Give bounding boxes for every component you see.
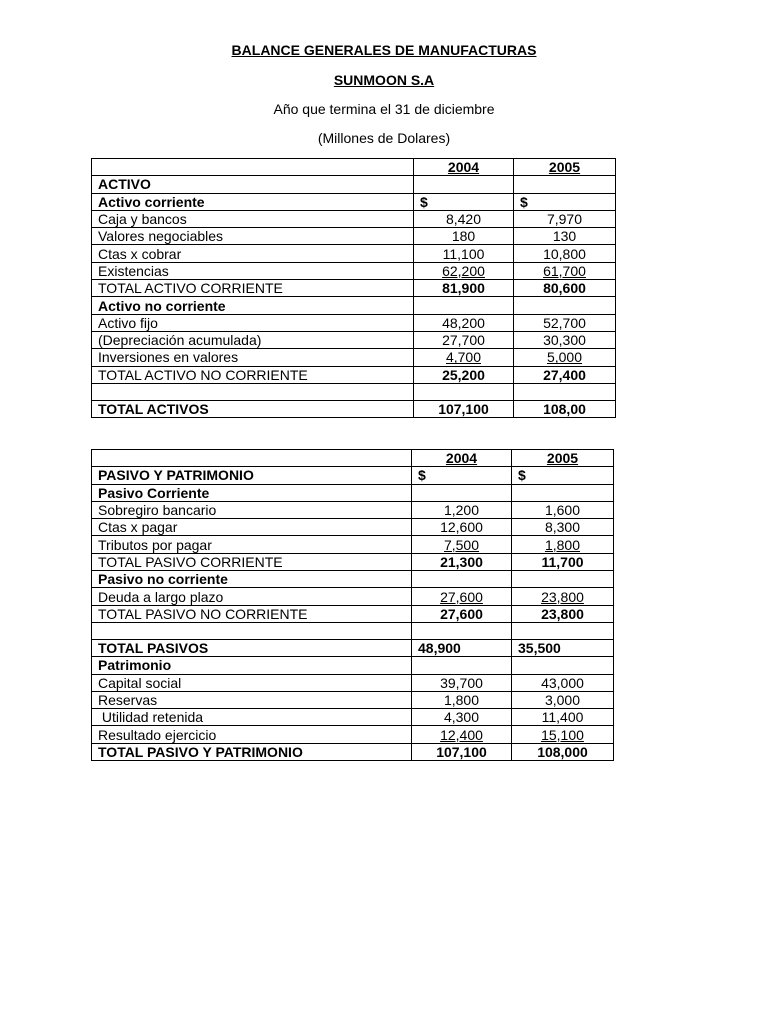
value-cell: 27,600 [440,588,483,605]
subsection-heading: Pasivo no corriente [92,571,412,588]
currency-cell: $ [514,193,616,210]
period-text: Año que termina el 31 de diciembre [273,101,495,117]
table-row [92,605,614,622]
value-cell: 39,700 [412,674,512,691]
row-label: Valores negociables [92,228,414,245]
table-row [92,450,614,467]
row-label: TOTAL PASIVO NO CORRIENTE [92,605,412,622]
table-row [92,657,614,674]
company-name: SUNMOON S.A [333,72,435,88]
total-value: 23,800 [512,605,614,622]
row-label: TOTAL PASIVOS [92,639,412,656]
row-label: TOTAL PASIVO Y PATRIMONIO [92,743,412,760]
table-row [92,743,614,760]
table-row [92,245,616,262]
subsection-heading: Activo no corriente [92,297,414,314]
value-cell: 12,600 [412,519,512,536]
table-row [92,297,616,314]
value-cell: 11,100 [414,245,514,262]
table-row [92,228,616,245]
total-value: 108,000 [512,743,614,760]
table-row [92,588,614,605]
row-label: (Depreciación acumulada) [92,331,414,348]
row-label: Deuda a largo plazo [92,588,412,605]
total-value: 108,00 [514,400,616,417]
assets-table [91,158,616,418]
table-row [92,571,614,588]
value-cell: 8,420 [414,210,514,227]
value-cell: 11,400 [512,709,614,726]
subsection-heading: Patrimonio [92,657,412,674]
total-value: 25,200 [414,366,514,383]
value-cell: 8,300 [512,519,614,536]
total-value: 80,600 [514,280,616,297]
total-value: 107,100 [414,400,514,417]
table-row [92,366,616,383]
currency-cell: $ [512,467,614,484]
section-heading: PASIVO Y PATRIMONIO [92,467,412,484]
total-value: 27,400 [514,366,616,383]
liabilities-table [91,449,614,761]
value-cell: 1,200 [412,501,512,518]
section-heading: ACTIVO [92,176,414,193]
table-row [92,176,616,193]
value-cell: 1,600 [512,501,614,518]
value-cell: 180 [414,228,514,245]
value-cell: 27,700 [414,331,514,348]
row-label: TOTAL ACTIVO CORRIENTE [92,280,414,297]
row-label: Resultado ejercicio [92,726,412,743]
row-label: Ctas x cobrar [92,245,414,262]
table-row [92,501,614,518]
label-cell [92,159,414,176]
table-row [92,331,616,348]
document-title: BALANCE GENERALES DE MANUFACTURAS [231,42,537,58]
row-label: Capital social [92,674,412,691]
table-row [92,349,616,366]
total-value: 27,600 [412,605,512,622]
table-row [92,262,616,279]
row-label: Utilidad retenida [92,709,412,726]
year-header: 2005 [546,450,579,467]
value-cell: 4,700 [445,349,482,366]
table-row [92,159,616,176]
table-row [92,622,614,639]
total-value: 21,300 [412,553,512,570]
value-cell: 4,300 [412,709,512,726]
year-header: 2004 [447,159,480,176]
table-row [92,536,614,553]
subsection-heading: Activo corriente [92,193,414,210]
value-cell: 23,800 [541,588,584,605]
row-label: Caja y bancos [92,210,414,227]
value-cell: 48,200 [414,314,514,331]
total-value: 35,500 [512,639,614,656]
value-cell: 7,500 [443,536,480,553]
table-row [92,383,616,400]
table-row [92,280,616,297]
table-row [92,726,614,743]
value-cell: 12,400 [440,726,483,743]
value-cell: 15,100 [541,726,584,743]
value-cell: 1,800 [412,691,512,708]
value-cell: 7,970 [514,210,616,227]
row-label: TOTAL ACTIVO NO CORRIENTE [92,366,414,383]
total-value: 48,900 [412,639,512,656]
row-label: Ctas x pagar [92,519,412,536]
value-cell: 30,300 [514,331,616,348]
value-cell: 3,000 [512,691,614,708]
year-header: 2004 [445,450,478,467]
table-row [92,709,614,726]
units-text: (Millones de Dolares) [317,130,451,146]
currency-cell: $ [412,467,512,484]
table-row [92,210,616,227]
table-row [92,691,614,708]
row-label: Activo fijo [92,314,414,331]
value-cell: 130 [514,228,616,245]
table-row [92,519,614,536]
value-cell: 62,200 [442,262,485,279]
table-row [92,553,614,570]
table-row [92,314,616,331]
table-row [92,639,614,656]
value-cell: 10,800 [514,245,616,262]
value-cell: 1,800 [544,536,581,553]
total-value: 107,100 [412,743,512,760]
row-label: Sobregiro bancario [92,501,412,518]
table-row [92,400,616,417]
row-label: Reservas [92,691,412,708]
row-label: Existencias [92,262,414,279]
currency-cell: $ [414,193,514,210]
value-cell: 52,700 [514,314,616,331]
total-value: 81,900 [414,280,514,297]
value-cell: 43,000 [512,674,614,691]
table-row [92,674,614,691]
value-cell: 61,700 [543,262,586,279]
row-label: Inversiones en valores [92,349,414,366]
table-row [92,484,614,501]
value-cell: 5,000 [546,349,583,366]
subsection-heading: Pasivo Corriente [92,484,412,501]
table-row [92,467,614,484]
year-header: 2005 [548,159,581,176]
total-value: 11,700 [512,553,614,570]
row-label: TOTAL PASIVO CORRIENTE [92,553,412,570]
row-label: Tributos por pagar [92,536,412,553]
row-label: TOTAL ACTIVOS [92,400,414,417]
table-row [92,193,616,210]
